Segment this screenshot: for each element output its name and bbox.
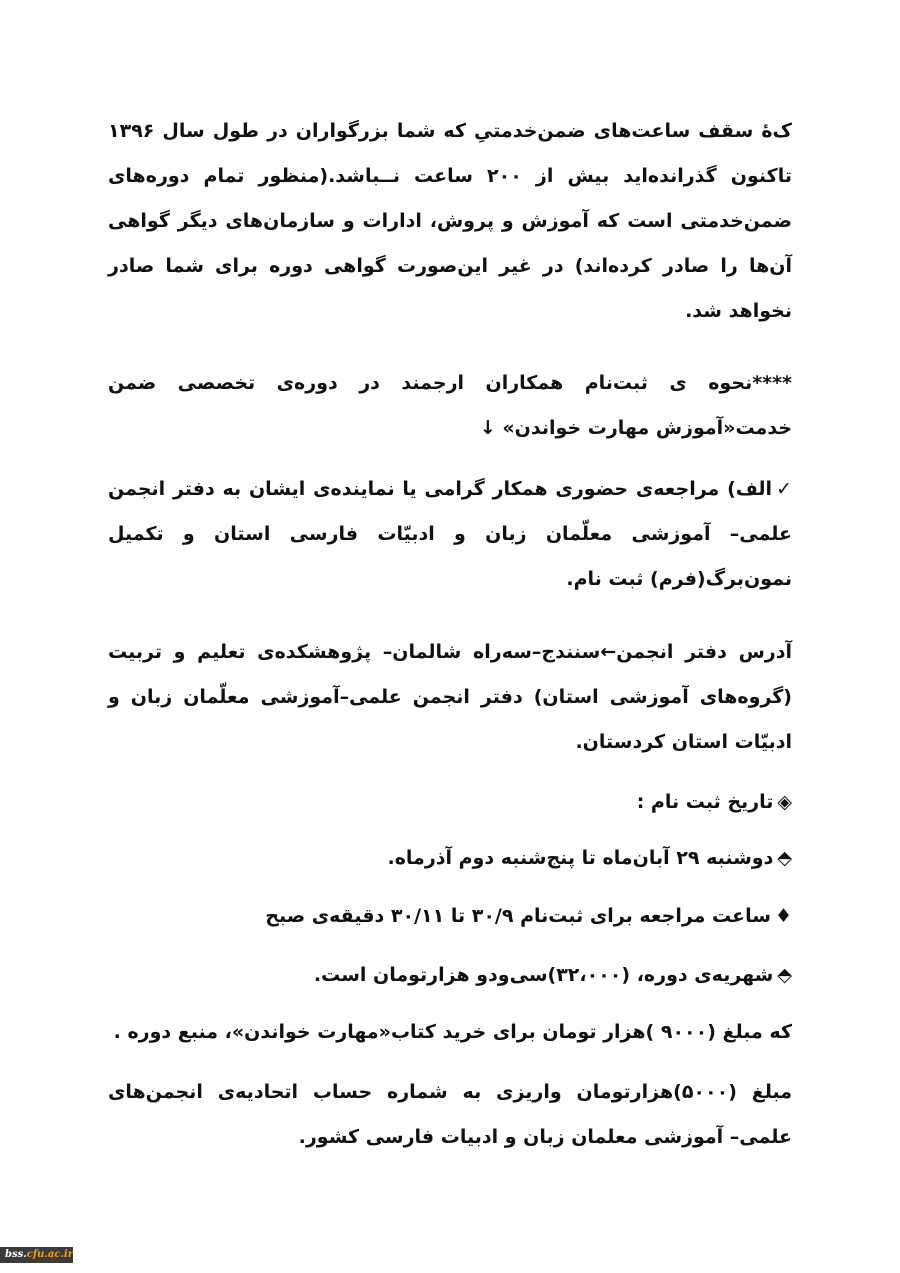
fee-text: شهریه‌ی دوره، (۳۲،۰۰۰)سی‌ودو هزارتومان است. [313, 964, 774, 986]
paragraph-training-hours [108, 109, 792, 334]
paragraph-text: الف) مراجعه‌ی حضوری همکار گرامی یا نماینده‌ی ایشان به دفتر انجمن علمی– آموزشی معلّمان زبان و ادبیّات فارسی استان و تکمیل نمون‌برگ(فرم) ثبت نام. [108, 478, 792, 590]
diamond-bullet-icon: ⬘ [777, 964, 792, 986]
paragraph-in-person-visit [108, 467, 792, 602]
course-fee [108, 953, 792, 998]
union-fee [108, 1070, 792, 1160]
book-fee [108, 1010, 792, 1055]
check-icon: ✓ [776, 478, 792, 500]
heading-text: نحوه ی ثبت‌نام همکاران ارجمند در دوره‌ی تخصصی ضمن خدمت«آموزش مهارت خواندن» [108, 372, 792, 439]
striped-diamond-icon: ◈ [777, 791, 792, 813]
arrow-down-icon: ↓ [479, 417, 496, 439]
paragraph-text: ک‌ۀ سقف ساعت‌های ضمن‌خدمتیِ که شما بزرگواران در طول سال ۱۳۹۶ تاکنون گذرانده‌اید بیش از ۲۰۰ ساعت نــباشد.(منظور تمام دوره‌های ضمن‌خدمتی است که آموزش و پروش، ادارات و سازمان‌های دیگر گواهی آن‌ها را صادر کرده‌اند) در غیر این‌صورت گواهی دوره برای شما صادر نخواهد شد. [108, 120, 792, 322]
dates-text: دوشنبه ۲۹ آبان‌ماه تا پنج‌شنبه دوم آذرماه. [387, 847, 774, 869]
registration-hours [108, 894, 792, 939]
diamond-bullet-icon: ⬘ [777, 847, 792, 869]
book-fee-text: که مبلغ (۹۰۰۰ )هزار تومان برای خرید کتاب«مهارت خواندن»، منبع دوره . [113, 1021, 792, 1043]
paragraph-address [108, 630, 792, 765]
registration-date-label [108, 780, 792, 825]
asterisks: **** [752, 372, 792, 394]
site-watermark-part1: bss. [5, 1249, 27, 1260]
paragraph-text: آدرس دفتر انجمن←سنندج–سه‌راه شالمان– پژوهشکده‌ی تعلیم و تربیت (گروه‌های آموزشی استان) دفتر انجمن علمی–آموزشی معلّمان زبان و ادبیّات استان کردستان. [108, 641, 792, 753]
hours-text: ساعت مراجعه برای ثبت‌نام ۳۰/۹ تا ۳۰/۱۱ دقیقه‌ی صبح [265, 905, 771, 927]
union-fee-text: مبلغ (۵۰۰۰)هزارتومان واریزی به شماره حساب اتحادیه‌ی انجمن‌های علمی– آموزشی معلمان زبان و ادبیات فارسی کشور. [108, 1081, 793, 1148]
site-watermark [0, 1247, 73, 1263]
diamond-icon: ♦ [774, 905, 792, 927]
paragraph-registration-heading [108, 361, 792, 451]
site-watermark-part2: cfu.ac.ir [26, 1249, 73, 1260]
label-text: تاریخ ثبت نام : [636, 791, 774, 813]
registration-dates [108, 836, 792, 881]
